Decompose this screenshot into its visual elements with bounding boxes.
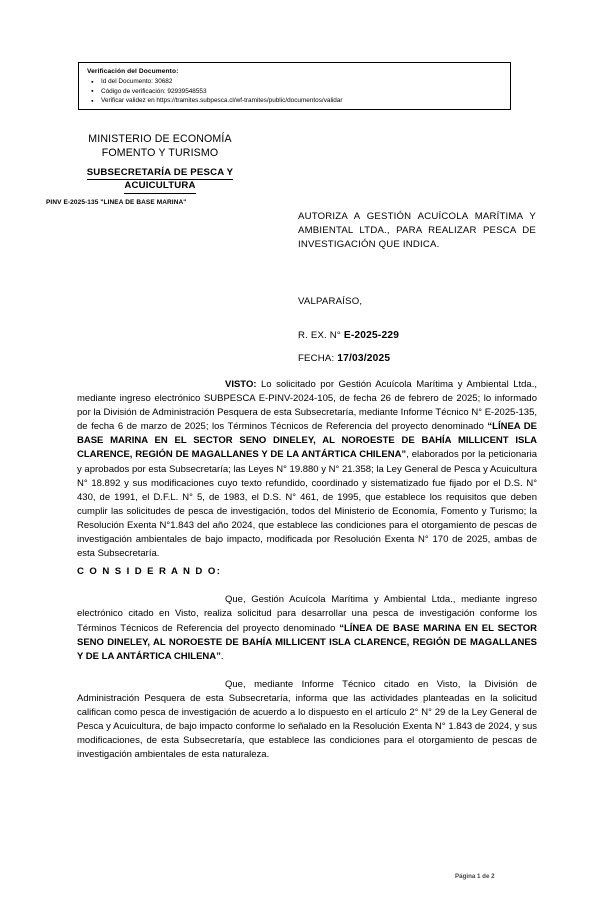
visto-paragraph <box>77 378 537 561</box>
ministry-name-line-1: MINISTERIO DE ECONOMÍA <box>88 133 232 145</box>
verification-list <box>87 77 504 106</box>
verification-item-code: ● Código de verificación: 92939548553 <box>101 87 504 97</box>
project-title-visto: “LÍNEA DE BASE MARINA EN EL SECTOR SENO DINELEY, AL NOROESTE DE BAHÍA MILLICENT ISLA CLARENCE, REGIÓN DE MAGALLANES Y DE LA ANTÁRTICA CHILENA” <box>77 421 537 461</box>
document-verification-box <box>78 62 511 110</box>
resolution-number: E-2025-229 <box>343 330 400 341</box>
subsecretaria-line-2: ACUICULTURA <box>124 180 195 193</box>
verification-item-url: ● Verificar validez en https://tramites.subpesca.cl/wf-tramites/public/documentos/validar <box>101 96 504 106</box>
project-reference-code: PINV E-2025-135 "LINEA DE BASE MARINA" <box>46 198 187 206</box>
document-body <box>77 378 537 762</box>
subsecretaria-line-1: SUBSECRETARÍA DE PESCA Y <box>87 167 234 180</box>
considerando-paragraph-2: Que, mediante Informe Técnico citado en Visto, la División de Administración Pesquera de esta Subsecretaría, informa que las actividades planteadas en la solicitud califican como pesca de investigación de acuerdo a lo dispuesto en el artículo 2° N° 29 de la Ley General de Pesca y Acuicultura, de bajo impacto conforme lo señalado en la Resolución Exenta N° 1.843 de 2024, y sus modificaciones, de esta Subsecretaría, que establece las condiciones para el otorgamiento de pescas de investigación ambientales de esta naturaleza. <box>77 678 537 761</box>
verification-title: Verificación del Documento: <box>87 68 179 75</box>
considerando-1-text-a: Que, Gestión Acuícola Marítima y Ambiental Ltda., mediante ingreso electrónico citado en Visto, realiza solicitud para desarrollar una pesca de investigación conforme los Términos Técnicos de Referencia del proyecto denominado <box>77 594 537 634</box>
considerando-1-text-b: . <box>220 650 224 662</box>
visto-label: VISTO: <box>225 379 257 390</box>
resolution-number-line <box>298 330 399 341</box>
verification-item-document-id: ● Id del Documento: 30682 <box>101 77 504 87</box>
visto-text-a: Lo solicitado por Gestión Acuícola Marítima y Ambiental Ltda., mediante ingreso electrónico SUBPESCA E-PINV-2024-105, de fecha 26 de febrero de 2025; lo informado por la División de Administración Pesquera de esta Subsecretaría, mediante Informe Técnico N° E-2025-135, de fecha 6 de marzo de 2025; los Términos Técnicos de Referencia del proyecto denominado <box>77 379 537 433</box>
issue-place: VALPARAÍSO, <box>298 296 363 307</box>
ministry-name-line-2: FOMENTO Y TURISMO <box>101 146 219 159</box>
project-title-considerando: “LÍNEA DE BASE MARINA EN EL SECTOR SENO DINELEY, AL NOROESTE DE BAHÍA MILLICENT ISLA CLARENCE, REGIÓN DE MAGALLANES Y DE LA ANTÁRTICA CHILENA” <box>77 622 537 662</box>
subsecretaria-name <box>44 167 276 193</box>
date-label: FECHA: <box>298 353 335 364</box>
visto-text-b: , elaborados por la peticionaria y aprobados por esta Subsecretaría; las Leyes N° 19.880 y N° 21.358; la Ley General de Pesca y Acuicultura N° 18.892 y sus modificaciones cuyo texto refundido, coordinado y sistematizado fue fijado por el D.S. N° 430, de 1991, el D.F.L. N° 5, de 1983, el D.S. N° 461, de 1995, que establece los requisitos que deben cumplir las solicitudes de pesca de investigación, todos del Ministerio de Economía, Fomento y Turismo; la Resolución Exenta N°1.843 del año 2024, que establece las condiciones para el otorgamiento de pescas de investigación ambientales de bajo impacto, modificada por Resolución Exenta N° 170 de 2025, ambas de esta Subsecretaría. <box>77 449 537 560</box>
issue-date-line <box>298 353 390 364</box>
date-value: 17/03/2025 <box>337 353 391 364</box>
resolution-label: R. EX. N° <box>298 330 341 341</box>
document-subject: AUTORIZA A GESTIÓN ACUÍCOLA MARÍTIMA Y AMBIENTAL LTDA., PARA REALIZAR PESCA DE INVESTIGACIÓN QUE INDICA. <box>298 211 536 251</box>
letterhead <box>44 133 276 206</box>
page-number-footer: Página 1 de 2 <box>455 873 495 880</box>
considerando-paragraph-1 <box>77 593 537 663</box>
considerando-heading: C O N S I D E R A N D O: <box>77 566 222 578</box>
